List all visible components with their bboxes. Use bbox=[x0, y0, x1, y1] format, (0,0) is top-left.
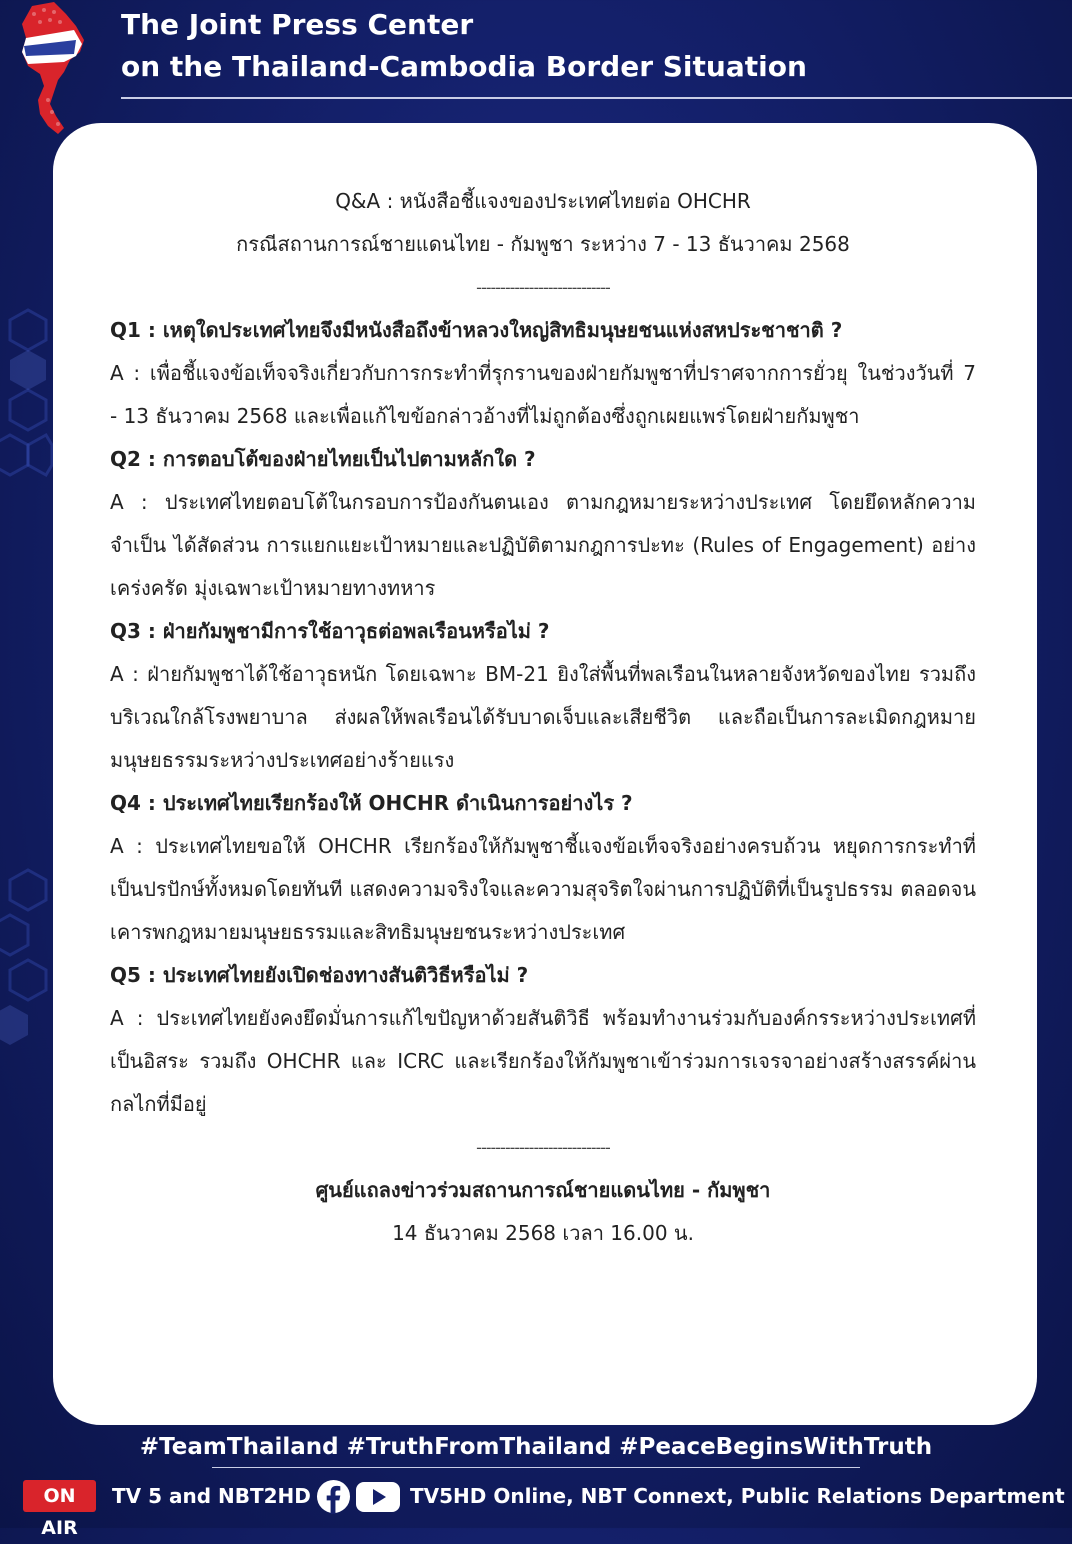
question-1: Q1 : เหตุใดประเทศไทยจึงมีหนังสือถึงข้าหลวงใหญ่สิทธิมนุษยชนแห่งสหประชาชาติ ? bbox=[110, 318, 843, 342]
header-title bbox=[121, 4, 807, 88]
youtube-icon[interactable] bbox=[355, 1481, 401, 1513]
answer-5: A : ประเทศไทยยังคงยึดมั่นการแก้ไขปัญหาด้วยสันติวิธี พร้อมทำงานร่วมกับองค์กรระหว่างประเทศที่เป็นอิสระ รวมถึง OHCHR และ ICRC และเรียกร้องให้กัมพูชาเข้าร่วมการเจรจาอย่างสร้างสรรค์ผ่านกลไกที่มีอยู่ bbox=[110, 1006, 976, 1116]
answer-1: A : เพื่อชี้แจงข้อเท็จจริงเกี่ยวกับการกระทำที่รุกรานของฝ่ายกัมพูชาที่ปราศจากการยั่วยุ ในช่วงวันที่ 7 - 13 ธันวาคม 2568 และเพื่อแก้ไขข้อกล่าวอ้างที่ไม่ถูกต้องซึ่งถูกเผยแพร่โดยฝ่ายกัมพูชา bbox=[110, 361, 976, 428]
qa-card bbox=[53, 123, 1037, 1425]
answer-2: A : ประเทศไทยตอบโต้ในกรอบการป้องกันตนเอง ตามกฎหมายระหว่างประเทศ โดยยึดหลักความจำเป็น ได้สัดส่วน การแยกแยะเป้าหมายและปฏิบัติตามกฎการปะทะ (Rules of Engagement) อย่างเคร่งครัด มุ่งเฉพาะเป้าหมายทางทหาร bbox=[110, 490, 976, 600]
signature-organization: ศูนย์แถลงข่าวร่วมสถานการณ์ชายแดนไทย - กัมพูชา bbox=[315, 1178, 771, 1202]
qa-content bbox=[110, 180, 976, 1255]
separator-bottom: ---------------------------- bbox=[476, 1138, 610, 1157]
facebook-icon[interactable] bbox=[316, 1479, 351, 1514]
signature-date: 14 ธันวาคม 2568 เวลา 16.00 น. bbox=[392, 1221, 694, 1245]
thailand-map-flag-icon bbox=[14, 0, 94, 140]
hashtags: #TeamThailand #TruthFromThailand #PeaceBeginsWithTruth bbox=[139, 1434, 933, 1460]
header-divider bbox=[121, 97, 1072, 99]
header-title-line1: The Joint Press Center bbox=[121, 8, 474, 41]
question-5: Q5 : ประเทศไทยยังเปิดช่องทางสันติวิธีหรือไม่ ? bbox=[110, 963, 529, 987]
footer-divider bbox=[212, 1467, 860, 1468]
question-4: Q4 : ประเทศไทยเรียกร้องให้ OHCHR ดำเนินการอย่างไร ? bbox=[110, 791, 633, 815]
tv-channels: TV 5 and NBT2HD bbox=[112, 1484, 311, 1508]
answer-4: A : ประเทศไทยขอให้ OHCHR เรียกร้องให้กัมพูชาชี้แจงข้อเท็จจริงอย่างครบถ้วน หยุดการกระทำที่เป็นปรปักษ์ทั้งหมดโดยทันที แสดงความจริงใจและความสุจริตใจผ่านการปฏิบัติที่เป็นรูปธรรม ตลอดจนเคารพกฎหมายมนุษยธรรมและสิทธิมนุษยชนระหว่างประเทศ bbox=[110, 834, 976, 944]
answer-3: A : ฝ่ายกัมพูชาได้ใช้อาวุธหนัก โดยเฉพาะ BM-21 ยิงใส่พื้นที่พลเรือนในหลายจังหวัดของไทย รวมถึงบริเวณใกล้โรงพยาบาล ส่งผลให้พลเรือนได้รับบาดเจ็บและเสียชีวิต และถือเป็นการละเมิดกฎหมายมนุษยธรรมระหว่างประเทศอย่างร้ายแรง bbox=[110, 662, 976, 772]
separator-top: ---------------------------- bbox=[476, 278, 610, 297]
question-2: Q2 : การตอบโต้ของฝ่ายไทยเป็นไปตามหลักใด ? bbox=[110, 447, 536, 471]
document-title-line2: กรณีสถานการณ์ชายแดนไทย - กัมพูชา ระหว่าง 7 - 13 ธันวาคม 2568 bbox=[236, 232, 850, 256]
header-title-line2: on the Thailand-Cambodia Border Situation bbox=[121, 50, 807, 83]
question-3: Q3 : ฝ่ายกัมพูชามีการใช้อาวุธต่อพลเรือนหรือไม่ ? bbox=[110, 619, 550, 643]
on-air-badge: ON AIR bbox=[23, 1480, 96, 1512]
online-channels: TV5HD Online, NBT Connext, Public Relations Department bbox=[410, 1484, 1065, 1508]
document-title-line1: Q&A : หนังสือชี้แจงของประเทศไทยต่อ OHCHR bbox=[335, 189, 751, 213]
